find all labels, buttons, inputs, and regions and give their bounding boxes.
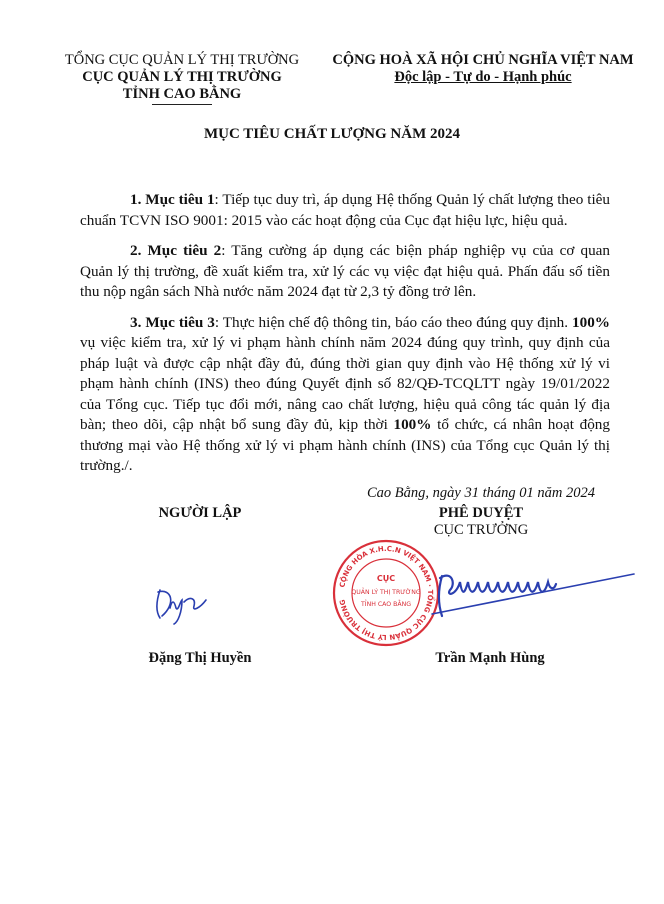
national-motto: Độc lập - Tự do - Hạnh phúc (394, 69, 572, 85)
header-left (62, 52, 302, 105)
stamp-center-mid: QUẢN LÝ THỊ TRƯỜNG (351, 589, 421, 596)
goal-2-text: : Tăng cường áp dụng các biện pháp nghiệp vụ của cơ quan Quản lý thị trường, đề xuất kiểm tra, xử lý các vụ việc đạt hiệu quả. Phấn đấu số tiền thu nộp ngân sách Nhà nước năm 2024 đạt từ 2,3 tỷ đồng trở lên. (80, 242, 610, 300)
header-left-rule (152, 104, 212, 105)
goal-2 (80, 241, 610, 303)
document-title: MỤC TIÊU CHẤT LƯỢNG NĂM 2024 (204, 126, 460, 142)
approver-title: PHÊ DUYỆT (438, 505, 524, 521)
stamp-center-bottom: TỈNH CAO BẰNG (360, 601, 412, 608)
goal-3-text-c: tổ chức, cá nhân hoạt động thương mại vào Hệ thống xử lý vi phạm hành chính (INS) của Tổng cục Quản lý thị trường./. (80, 416, 610, 474)
agency-name: CỤC QUẢN LÝ THỊ TRƯỜNG (82, 69, 282, 85)
approver-signature (412, 560, 638, 626)
goal-3-text-b: vụ việc kiểm tra, xử lý vi phạm hành chính năm 2024 đúng quy trình, quy định của pháp luật và được cập nhật đầy đủ, đúng thời gian quy định vào Hệ thống xử lý vi phạm hành chính (INS) theo đúng Quyết định số 82/QĐ-TCQLTT ngày 19/01/2022 của Tổng cục. Tiếp tục đổi mới, nâng cao chất lượng, hiệu quả công tác quản lý địa bàn; theo dõi, cập nhật bổ sung đầy đủ, kịp thời (80, 334, 610, 433)
goal-3-text-a: : Thực hiện chế độ thông tin, báo cáo theo đúng quy định. (214, 313, 573, 331)
header-right (322, 52, 644, 86)
goal-1-text: : Tiếp tục duy trì, áp dụng Hệ thống Quản lý chất lượng theo tiêu chuẩn TCVN ISO 9001: 2015 vào các hoạt động của Cục đạt hiệu lực, hiệu quả. (80, 191, 610, 229)
goal-1 (80, 190, 610, 231)
goal-3-percent-b: 100% (393, 416, 432, 433)
goal-3 (80, 313, 610, 477)
parent-agency: TỔNG CỤC QUẢN LÝ THỊ TRƯỜNG (64, 52, 300, 68)
approver-role: CỤC TRƯỞNG (433, 522, 529, 538)
preparer-signature (150, 582, 214, 626)
goal-3-label: 3. Mục tiêu 3 (130, 313, 215, 331)
approver-name: Trần Mạnh Hùng (435, 650, 545, 666)
stamp-ring-text: CỘNG HÒA X.H.C.N VIỆT NAM · TỔNG CỤC QUẢN LÝ THỊ TRƯỜNG (338, 544, 435, 642)
place-date: Cao Bằng, ngày 31 tháng 01 năm 2024 (367, 485, 595, 501)
stamp-center-top: CỤC (376, 574, 396, 583)
preparer-name: Đặng Thị Huyền (148, 650, 252, 666)
preparer-title: NGƯỜI LẬP (158, 505, 242, 521)
goal-2-label: 2. Mục tiêu 2 (130, 242, 222, 259)
document-body (80, 190, 610, 487)
goal-1-label: 1. Mục tiêu 1 (130, 191, 215, 208)
goal-3-percent-a: 100% (572, 313, 610, 331)
agency-province: TỈNH CAO BẰNG (122, 86, 242, 102)
national-title: CỘNG HOÀ XÃ HỘI CHỦ NGHĨA VIỆT NAM (332, 52, 634, 68)
